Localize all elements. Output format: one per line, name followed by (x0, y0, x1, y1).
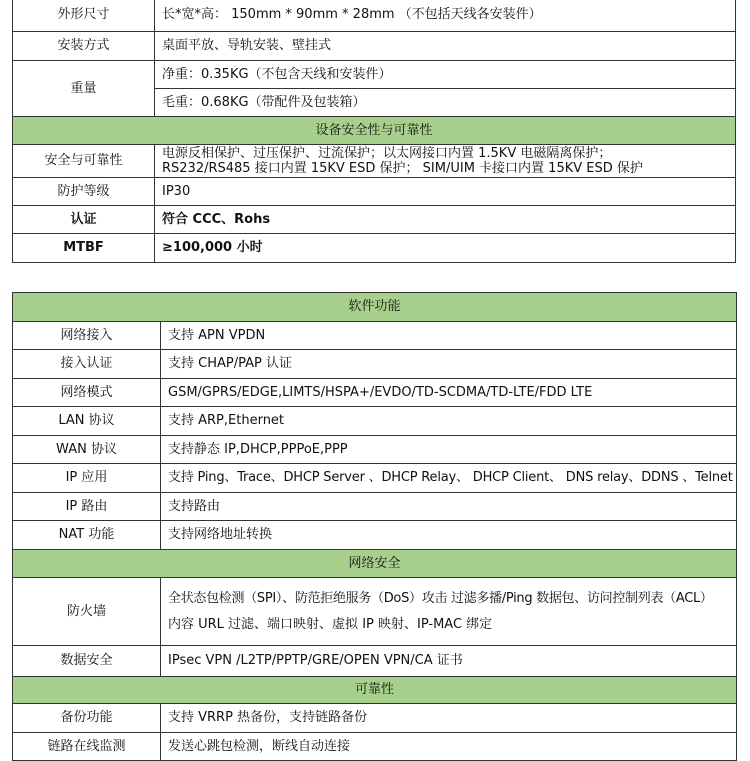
table-row (13, 0, 736, 32)
firewall-line-2: 内容 URL 过滤、端口映射、虚拟 IP 映射、IP-MAC 绑定 (168, 616, 493, 632)
size-label: 外形尺寸 (13, 0, 155, 32)
row-label: 接入认证 (13, 350, 161, 379)
table-row (13, 379, 737, 407)
row-label: NAT 功能 (13, 521, 161, 550)
table-row (13, 436, 737, 464)
row-value: 支持 CHAP/PAP 认证 (161, 350, 737, 379)
firewall-value (161, 578, 737, 646)
section-header (13, 117, 736, 145)
hardware-spec-table (12, 0, 736, 263)
mount-value: 桌面平放、导轨安装、壁挂式 (155, 32, 736, 61)
row-value: 支持静态 IP,DHCP,PPPoE,PPP (161, 436, 737, 464)
software-spec-table (12, 292, 737, 761)
row-value: GSM/GPRS/EDGE,LIMTS/HSPA+/EVDO/TD-SCDMA/TD-LTE/FDD LTE (161, 379, 737, 407)
table-row (13, 234, 736, 263)
row-label: WAN 协议 (13, 436, 161, 464)
row-value: 支持 Ping、Trace、DHCP Server 、DHCP Relay、 DHCP Client、 DNS relay、DDNS 、Telnet (161, 464, 737, 493)
link-monitor-value: 发送心跳包检测，断线自动连接 (161, 733, 737, 761)
section-title-reliability: 可靠性 (13, 677, 737, 704)
row-label: 网络接入 (13, 322, 161, 350)
cert-value: 符合 CCC、Rohs (155, 206, 736, 234)
size-value: 长*宽*高： 150mm * 90mm * 28mm （不包括天线各安装件） (155, 0, 736, 32)
mtbf-label: MTBF (13, 234, 155, 263)
link-monitor-label: 链路在线监测 (13, 733, 161, 761)
table-row (13, 206, 736, 234)
row-value: 支持 ARP,Ethernet (161, 407, 737, 436)
row-value: 支持路由 (161, 493, 737, 521)
safety-line-2: RS232/RS485 接口内置 15KV ESD 保护； SIM/UIM 卡接口内置 15KV ESD 保护 (162, 161, 643, 176)
table-row (13, 578, 737, 646)
weight-label: 重量 (13, 61, 155, 117)
section-header (13, 293, 737, 322)
backup-label: 备份功能 (13, 704, 161, 733)
table-row (13, 733, 737, 761)
table-row (13, 704, 737, 733)
section-header (13, 677, 737, 704)
section-title-security: 网络安全 (13, 550, 737, 578)
table-row (13, 493, 737, 521)
ip-rating-label: 防护等级 (13, 178, 155, 206)
cert-label: 认证 (13, 206, 155, 234)
data-security-label: 数据安全 (13, 646, 161, 677)
section-header (13, 550, 737, 578)
ip-rating-value: IP30 (155, 178, 736, 206)
firewall-label: 防火墙 (13, 578, 161, 646)
row-value: 支持网络地址转换 (161, 521, 737, 550)
section-title-software: 软件功能 (13, 293, 737, 322)
table-row (13, 350, 737, 379)
table-row (13, 322, 737, 350)
row-label: IP 应用 (13, 464, 161, 493)
net-weight-value: 净重：0.35KG（不包含天线和安装件） (155, 61, 736, 89)
table-row (13, 145, 736, 178)
row-value: 支持 APN VPDN (161, 322, 737, 350)
safety-label: 安全与可靠性 (13, 145, 155, 178)
table-row (13, 61, 736, 89)
gross-weight-value: 毛重：0.68KG（带配件及包装箱） (155, 89, 736, 117)
table-row (13, 646, 737, 677)
safety-value (155, 145, 736, 178)
table-row (13, 407, 737, 436)
backup-value: 支持 VRRP 热备份，支持链路备份 (161, 704, 737, 733)
data-security-value: IPsec VPN /L2TP/PPTP/GRE/OPEN VPN/CA 证书 (161, 646, 737, 677)
row-label: LAN 协议 (13, 407, 161, 436)
row-label: 网络模式 (13, 379, 161, 407)
table-row (13, 464, 737, 493)
mount-label: 安装方式 (13, 32, 155, 61)
table-row (13, 178, 736, 206)
row-label: IP 路由 (13, 493, 161, 521)
safety-line-1: 电源反相保护、过压保护、过流保护；以太网接口内置 1.5KV 电磁隔离保护； (162, 146, 612, 161)
firewall-line-1: 全状态包检测（SPI）、防范拒绝服务（DoS）攻击 过滤多播/Ping 数据包、访问控制列表（ACL） (168, 590, 713, 606)
mtbf-value: ≥100,000 小时 (155, 234, 736, 263)
table-row (13, 32, 736, 61)
section-title-safety: 设备安全性与可靠性 (13, 117, 736, 145)
table-row (13, 521, 737, 550)
